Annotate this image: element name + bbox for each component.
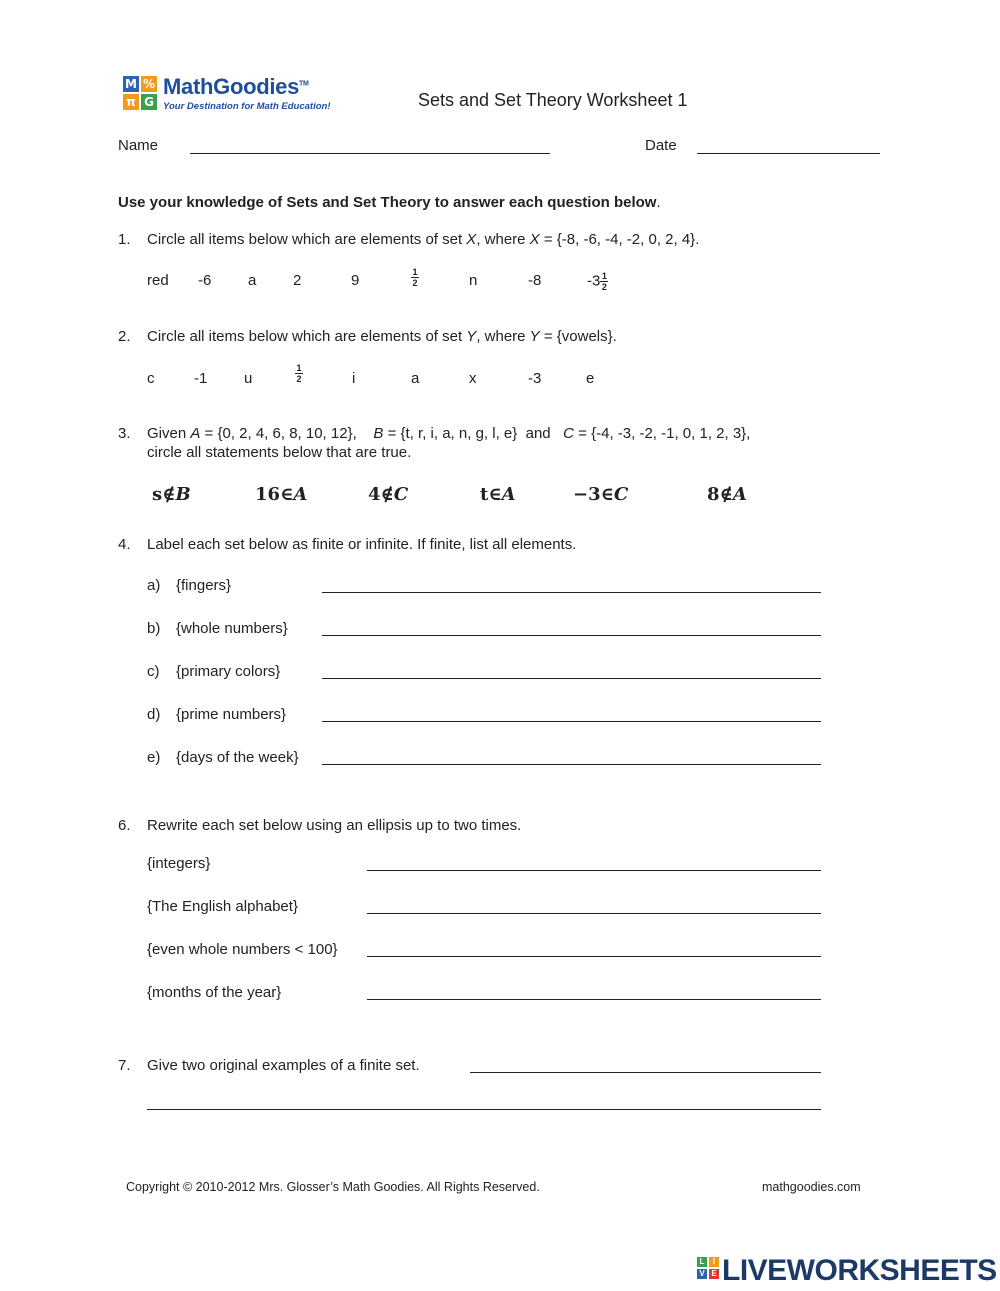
q4-number: 4.	[118, 536, 131, 553]
badge-cell: L	[697, 1257, 707, 1267]
logo-cell: G	[141, 94, 157, 110]
logo-cell: %	[142, 77, 156, 91]
q6-answer-line[interactable]	[367, 999, 821, 1000]
q4-letter: d)	[147, 706, 161, 723]
q6-set-label: {months of the year}	[147, 984, 282, 1001]
worksheet-title: Sets and Set Theory Worksheet 1	[418, 90, 688, 110]
q6-set-label: {even whole numbers < 100}	[147, 941, 338, 958]
badge-cell: I	[709, 1257, 719, 1267]
badge-cell: E	[709, 1269, 719, 1279]
q2-item[interactable]: -1	[194, 370, 208, 387]
q7-text: Give two original examples of a finite set.	[147, 1057, 420, 1074]
name-label: Name	[118, 137, 159, 154]
badge-cell: V	[697, 1269, 707, 1279]
name-field[interactable]	[190, 153, 550, 154]
q3-statement[interactable]: 4∉C	[368, 484, 409, 505]
q2-number: 2.	[118, 328, 131, 345]
q3-statement[interactable]: 16∈A	[255, 484, 308, 505]
q2-item[interactable]: i	[352, 370, 356, 387]
brand-tagline: Your Destination for Math Education!	[163, 101, 331, 112]
q1-item[interactable]: 2	[293, 272, 302, 289]
copyright: Copyright © 2010-2012 Mrs. Glosser’s Math Goodies. All Rights Reserved.	[126, 1180, 540, 1194]
q1-item[interactable]: -6	[198, 272, 212, 289]
q4-set-label: {prime numbers}	[176, 706, 287, 723]
q3-text: Given A = {0, 2, 4, 6, 8, 10, 12}, B = {t, r, i, a, n, g, l, e} and C = {-4, -3, -2, -1, 0, 1, 2, 3},	[147, 425, 751, 442]
q1-item[interactable]: 9	[351, 272, 360, 289]
logo-cell: π	[123, 94, 139, 110]
q7-answer-line[interactable]	[470, 1072, 821, 1073]
q4-answer-line[interactable]	[322, 764, 821, 765]
q3-statement[interactable]: t∈A	[480, 484, 516, 505]
q4-set-label: {fingers}	[176, 577, 232, 594]
liveworksheets-wordmark: LIVEWORKSHEETS	[722, 1254, 997, 1287]
q1-item[interactable]: red	[147, 272, 169, 289]
instructions: Use your knowledge of Sets and Set Theory to answer each question below.	[118, 194, 661, 211]
q6-answer-line[interactable]	[367, 956, 821, 957]
q6-text: Rewrite each set below using an ellipsis up to two times.	[147, 817, 522, 834]
q4-answer-line[interactable]	[322, 592, 821, 593]
q3-number: 3.	[118, 425, 131, 442]
q4-letter: e)	[147, 749, 161, 766]
q4-answer-line[interactable]	[322, 635, 821, 636]
q6-set-label: {The English alphabet}	[147, 898, 298, 915]
q2-text: Circle all items below which are elements of set Y, where Y = {vowels}.	[147, 328, 617, 345]
q3-text-line2: circle all statements below that are true.	[147, 444, 412, 461]
q1-text: Circle all items below which are elements of set X, where X = {-8, -6, -4, -2, 0, 2, 4}.	[147, 231, 700, 248]
q3-statement[interactable]: 8∉A	[707, 484, 747, 505]
q6-set-label: {integers}	[147, 855, 211, 872]
logo-cell: M	[123, 76, 139, 92]
q4-letter: c)	[147, 663, 160, 680]
brand-name: MathGoodies™	[163, 74, 309, 99]
q1-item[interactable]: n	[469, 272, 478, 289]
q2-item[interactable]: a	[411, 370, 420, 387]
q2-item-fraction[interactable]: $\frac{1}{2}$	[296, 363, 302, 384]
q4-letter: a)	[147, 577, 161, 594]
q4-set-label: {days of the week}	[176, 749, 299, 766]
q4-set-label: {primary colors}	[176, 663, 281, 680]
date-field[interactable]	[697, 153, 880, 154]
q2-item[interactable]: x	[469, 370, 477, 387]
q2-item[interactable]: -3	[528, 370, 542, 387]
q1-item-mixed[interactable]: -3 $\frac{1}{2}$	[587, 271, 607, 292]
q1-item-fraction[interactable]: $\frac{1}{2}$	[412, 267, 418, 288]
q1-number: 1.	[118, 231, 131, 248]
q6-answer-line[interactable]	[367, 913, 821, 914]
q2-item[interactable]: u	[244, 370, 253, 387]
site-url[interactable]: mathgoodies.com	[762, 1180, 861, 1194]
q1-item[interactable]: a	[248, 272, 257, 289]
q4-answer-line[interactable]	[322, 721, 821, 722]
q4-letter: b)	[147, 620, 161, 637]
mathgoodies-logo-mark	[123, 76, 158, 111]
q4-text: Label each set below as finite or infinite. If finite, list all elements.	[147, 536, 577, 553]
q4-set-label: {whole numbers}	[176, 620, 288, 637]
q6-number: 6.	[118, 817, 131, 834]
q3-statement[interactable]: −3∈C	[573, 484, 629, 505]
q4-answer-line[interactable]	[322, 678, 821, 679]
q7-answer-line[interactable]	[147, 1109, 821, 1110]
q6-answer-line[interactable]	[367, 870, 821, 871]
q7-number: 7.	[118, 1057, 131, 1074]
date-label: Date	[645, 137, 677, 154]
q1-item[interactable]: -8	[528, 272, 542, 289]
q3-statement[interactable]: s∉B	[152, 484, 191, 505]
q2-item[interactable]: e	[586, 370, 595, 387]
q2-item[interactable]: c	[147, 370, 155, 387]
